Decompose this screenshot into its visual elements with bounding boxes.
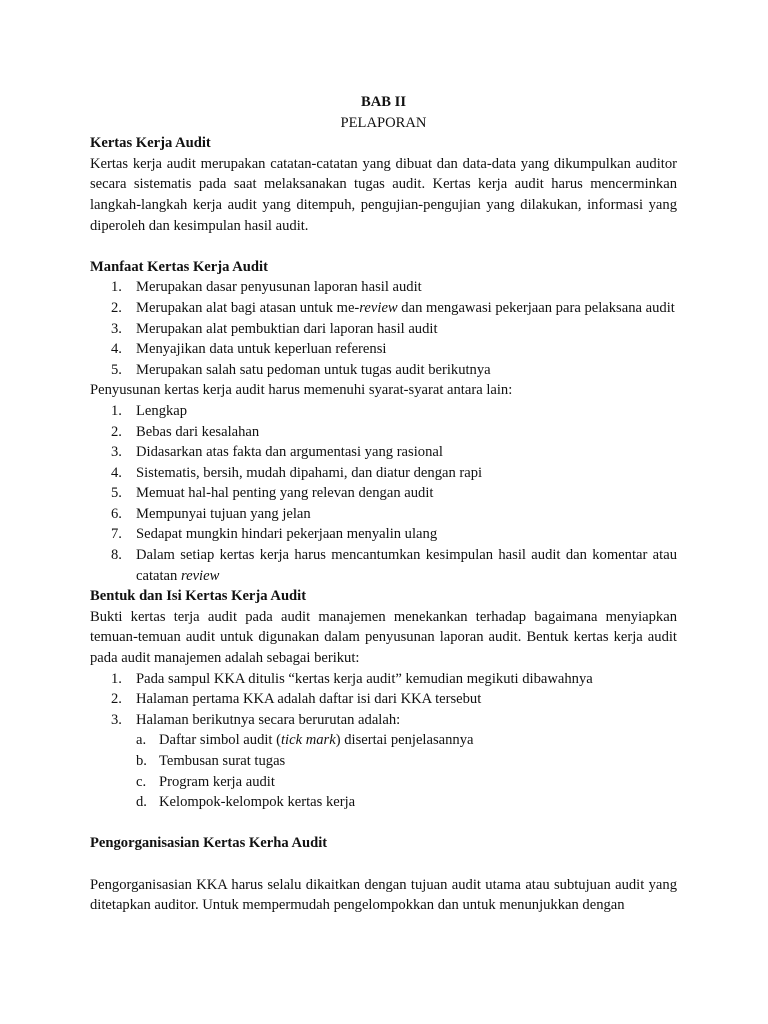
list-item: [90, 689, 677, 710]
list-number: 8.: [111, 547, 122, 564]
list-number: 4.: [111, 341, 122, 358]
form-list: [90, 669, 677, 813]
list-item: [90, 277, 677, 298]
sublist-item-text: Kelompok-kelompok kertas kerja: [159, 794, 356, 811]
list-item-text: Halaman pertama KKA adalah daftar isi dari KKA tersebut: [136, 691, 482, 708]
list-item: [90, 360, 677, 381]
sublist-item-text: ) disertai penjelasannya: [335, 732, 474, 749]
form-sublist: [136, 730, 677, 812]
list-number: 5.: [111, 361, 122, 378]
list-item-text: Pada sampul KKA ditulis “kertas kerja audit” kemudian megikuti dibawahnya: [136, 670, 593, 687]
list-number: 2.: [111, 423, 122, 440]
list-item-text: Merupakan salah satu pedoman untuk tugas audit berikutnya: [136, 361, 491, 378]
sublist-item: [136, 730, 677, 751]
list-item-text: Merupakan alat pembuktian dari laporan hasil audit: [136, 320, 438, 337]
paragraph-bentuk-isi: Bukti kertas terja audit pada audit manajemen menekankan terhadap bagaimana menyiapkan temuan-temuan audit untuk digunakan dalam penyusunan laporan audit. Bentuk kertas kerja audit pada audit manajemen adalah sebagai berikut:: [90, 608, 677, 667]
paragraph-pengorganisasian: Pengorganisasian KKA harus selalu dikaitkan dengan tujuan audit utama atau subtujuan audit yang ditetapkan auditor. Untuk mempermudah pengelompokkan dan untuk menunjukkan dengan: [90, 876, 677, 914]
list-item-text: Didasarkan atas fakta dan argumentasi yang rasional: [136, 444, 443, 461]
list-number: 1.: [111, 670, 122, 687]
spacer: [90, 854, 677, 875]
list-number: 3.: [111, 711, 122, 728]
list-item: [90, 319, 677, 340]
chapter-title: BAB II: [360, 94, 406, 110]
section-heading-kertas-kerja-audit: Kertas Kerja Audit: [90, 135, 211, 152]
list-item-text: Lengkap: [136, 402, 188, 419]
section-heading-manfaat: Manfaat Kertas Kerja Audit: [90, 258, 268, 275]
spacer: [90, 813, 677, 834]
list-item-text: Merupakan dasar penyusunan laporan hasil audit: [136, 279, 422, 296]
sublist-item: [136, 751, 677, 772]
sublist-item-text: Daftar simbol audit (: [159, 732, 281, 749]
paragraph-kertas-kerja-audit: Kertas kerja audit merupakan catatan-catatan yang dibuat dan data-data yang dikumpulkan auditor secara sistematis pada saat melaksanakan tugas audit. Kertas kerja audit harus mencerminkan langkah-langkah kerja audit yang ditempuh, pengujian-pengujian yang dilakukan, informasi yang diperoleh dan kesimpulan hasil audit.: [90, 155, 677, 234]
list-number: 3.: [111, 444, 122, 461]
sublist-letter: c.: [136, 773, 147, 790]
list-number: 2.: [111, 299, 122, 316]
list-item-text: Sedapat mungkin hindari pekerjaan menyalin ulang: [136, 526, 438, 543]
sublist-item-emphasis: tick mark: [281, 732, 336, 749]
list-item-text: Halaman berikutnya secara berurutan adalah:: [136, 711, 401, 728]
sublist-letter: b.: [136, 753, 147, 769]
page-content: [90, 92, 677, 916]
list-number: 4.: [111, 464, 122, 481]
list-item-text: dan mengawasi pekerjaan para pelaksana audit: [397, 299, 675, 316]
list-number: 1.: [111, 279, 122, 296]
benefits-list: [90, 277, 677, 380]
list-item: [90, 339, 677, 360]
list-number: 7.: [111, 526, 122, 543]
chapter-subtitle: PELAPORAN: [340, 114, 427, 131]
list-number: 2.: [111, 691, 122, 708]
requirements-intro: Penyusunan kertas kerja audit harus memenuhi syarat-syarat antara lain:: [90, 382, 513, 399]
list-item-text: Merupakan alat bagi atasan untuk me-: [136, 299, 360, 316]
list-item: [90, 710, 677, 813]
section-heading-pengorganisasian: Pengorganisasian Kertas Kerha Audit: [90, 835, 328, 852]
spacer: [90, 236, 677, 257]
list-item-text: Bebas dari kesalahan: [136, 423, 260, 440]
sublist-letter: d.: [136, 794, 147, 811]
list-number: 5.: [111, 485, 122, 502]
list-item: [90, 669, 677, 690]
list-item: [90, 545, 677, 586]
list-item: [90, 483, 677, 504]
sublist-item: [136, 772, 677, 793]
sublist-item: [136, 792, 677, 813]
sublist-item-text: Program kerja audit: [159, 773, 275, 790]
section-heading-bentuk-isi: Bentuk dan Isi Kertas Kerja Audit: [90, 588, 307, 605]
list-number: 6.: [111, 505, 122, 522]
list-item-text: Memuat hal-hal penting yang relevan dengan audit: [136, 485, 434, 502]
list-item: [90, 442, 677, 463]
list-number: 3.: [111, 320, 122, 337]
list-item: [90, 504, 677, 525]
list-item-emphasis: review: [180, 567, 220, 584]
requirements-list: [90, 401, 677, 586]
list-item-text: Menyajikan data untuk keperluan referensi: [136, 341, 387, 358]
list-item-text: Sistematis, bersih, mudah dipahami, dan diatur dengan rapi: [136, 464, 483, 481]
list-item: [90, 401, 677, 422]
list-item: [90, 422, 677, 443]
sublist-letter: a.: [136, 732, 147, 749]
list-item-emphasis: review: [359, 299, 398, 316]
list-item-text: Dalam setiap kertas kerja harus mencantumkan kesimpulan hasil audit dan komentar atau catatan: [136, 547, 677, 584]
sublist-item-text: Tembusan surat tugas: [159, 753, 286, 769]
list-item-text: Mempunyai tujuan yang jelan: [136, 505, 311, 522]
list-item: [90, 524, 677, 545]
list-number: 1.: [111, 402, 122, 419]
list-item: [90, 463, 677, 484]
list-item: [90, 298, 677, 319]
